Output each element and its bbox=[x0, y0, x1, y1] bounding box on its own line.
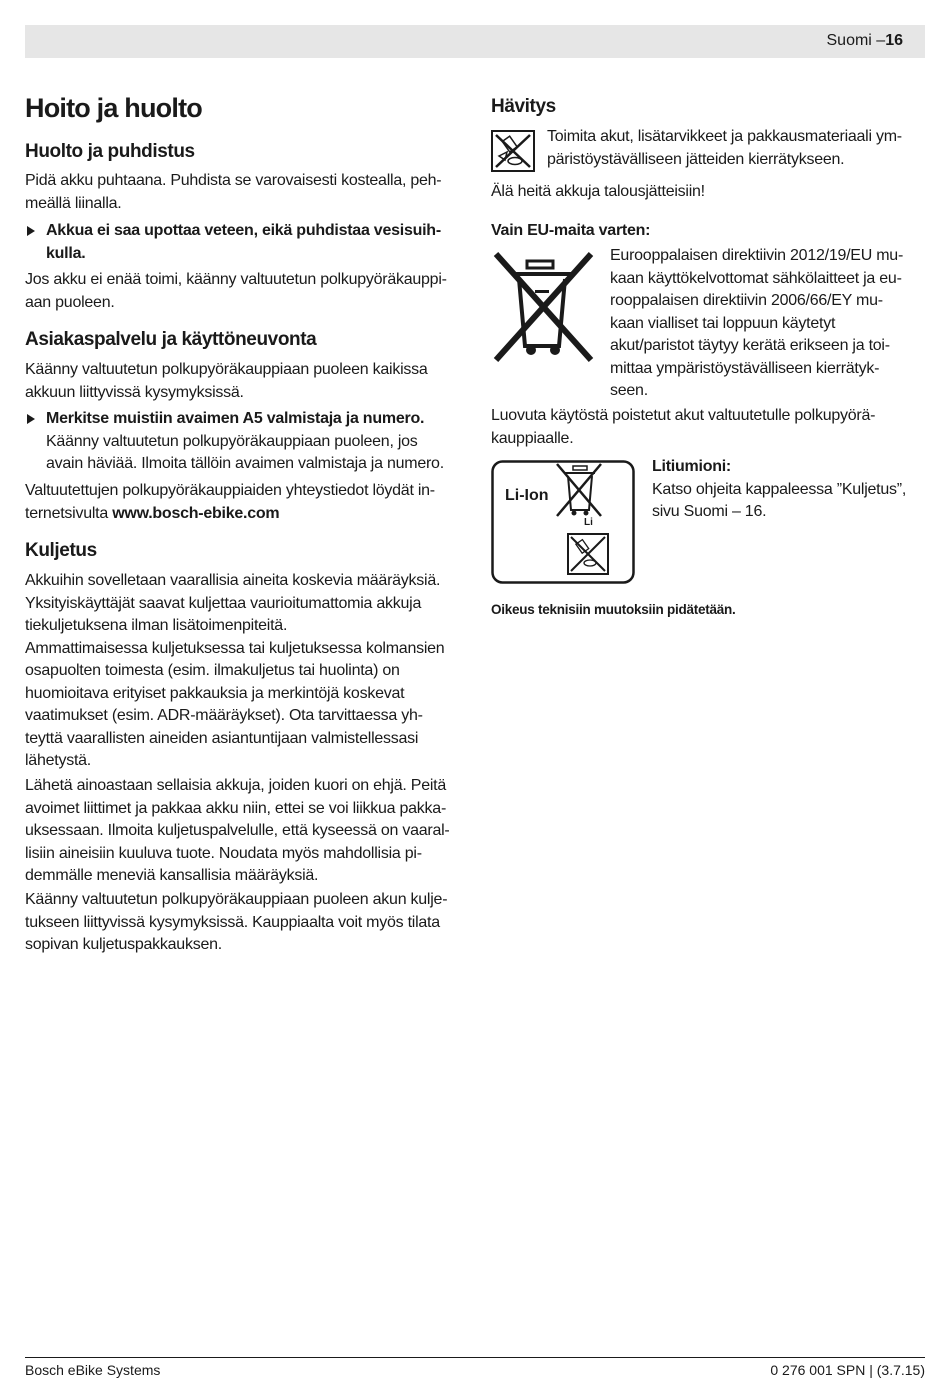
paragraph-customer bbox=[25, 359, 460, 404]
paragraph-eu-directive bbox=[610, 245, 925, 403]
paragraph-transport-b bbox=[25, 775, 460, 888]
paragraph-line: avoimet liittimet ja pakkaa akku niin, ettei se voi liikkua pakka- bbox=[25, 799, 447, 817]
paragraph-line: uksessaan. Ilmoita kuljetuspalvelulle, että kyseessä on vaaral- bbox=[25, 822, 450, 839]
paragraph-disposal bbox=[547, 126, 925, 171]
heading-eu-only bbox=[491, 220, 925, 243]
paragraph-line: Eurooppalaisen direktiivin 2012/19/EU mu- bbox=[610, 247, 904, 264]
bullet-line: avain häviää. Ilmoita tällöin avaimen valmistaja ja numero. bbox=[46, 455, 444, 472]
paragraph-line: Käänny valtuutetun polkupyöräkauppiaan puoleen kaikissa bbox=[25, 361, 428, 378]
paragraph-line: seen. bbox=[610, 382, 648, 399]
eu-heading-text: Vain EU-maita varten: bbox=[491, 222, 651, 239]
footer-divider bbox=[25, 1357, 925, 1358]
paragraph-line: lisiin aineisiin kuuluva tuote. Noudata myös mahdollisia pi- bbox=[25, 844, 422, 862]
paragraph-lithium bbox=[652, 456, 925, 524]
paragraph-line: tiekuljetuksena ilman lisätoimenpiteitä. bbox=[25, 617, 288, 634]
paragraph-line: Jos akku ei enää toimi, käänny valtuutetun polkupyöräkauppi- bbox=[25, 271, 447, 288]
bullet-line: kulla. bbox=[46, 244, 86, 262]
warning-bullet-water bbox=[25, 220, 460, 265]
paragraph-line: Älä heitä akkuja talousjätteisiin! bbox=[491, 183, 705, 200]
bullet-triangle-icon bbox=[27, 226, 35, 236]
paragraph-line: Lähetä ainoastaan sellaisia akkuja, joiden kuori on ehjä. Peitä bbox=[25, 777, 446, 794]
paragraph-line: huomioitava erityiset pakkauksia ja merkintöjä koskevat bbox=[25, 684, 405, 702]
paragraph-line: kauppiaalle. bbox=[491, 429, 574, 447]
paragraph-line: Valtuutettujen polkupyöräkauppiaiden yhteystiedot löydät in- bbox=[25, 482, 435, 499]
heading-kuljetus: Kuljetus bbox=[25, 540, 97, 561]
paragraph-line: Akkuihin sovelletaan vaarallisia aineita koskevia määräyksiä. bbox=[25, 572, 441, 589]
paragraph-transport-c bbox=[25, 889, 460, 957]
paragraph-care bbox=[25, 170, 460, 215]
paragraph-line: Ammattimaisessa kuljetuksessa tai kuljetuksessa kolmansien bbox=[25, 639, 445, 657]
rights-note bbox=[491, 599, 925, 622]
bullet-line: Käänny valtuutetun polkupyöräkauppiaan puoleen, jos bbox=[46, 432, 418, 450]
paragraph-line: Toimita akut, lisätarvikkeet ja pakkausmateriaali ym- bbox=[547, 128, 902, 145]
li-ion-recycle-icon bbox=[491, 460, 635, 584]
heading-huolto: Huolto ja puhdistus bbox=[25, 141, 195, 162]
paragraph-line: Pidä akku puhtaana. Puhdista se varovaisesti kostealla, peh- bbox=[25, 172, 442, 189]
paragraph-not-working bbox=[25, 269, 460, 314]
bullet-line: Merkitse muistiin avaimen A5 valmistaja ja numero. bbox=[46, 410, 425, 427]
paragraph-line: mittaa ympäristöystävälliseen kierrätyk- bbox=[610, 359, 880, 377]
link-lead-text: ternetsivulta bbox=[25, 504, 113, 522]
paragraph-transport-a bbox=[25, 570, 460, 773]
bullet-key-note bbox=[25, 408, 460, 476]
recycling-disposal-icon bbox=[491, 130, 535, 172]
paragraph-line: meällä liinalla. bbox=[25, 194, 122, 212]
header-page-number: 16 bbox=[885, 32, 903, 49]
crossed-bin-icon bbox=[491, 250, 597, 364]
paragraph-line: Katso ohjeita kappaleessa ”Kuljetus”, bbox=[652, 480, 907, 498]
paragraph-line: tukseen liittyvissä kysymyksissä. Kauppiaalta voit myös tilata bbox=[25, 913, 440, 931]
paragraph-contacts bbox=[25, 480, 460, 525]
paragraph-line: sivu Suomi – 16. bbox=[652, 503, 767, 520]
heading-havitys: Hävitys bbox=[491, 96, 556, 117]
rights-note-text: Oikeus teknisiin muutoksiin pidätetään. bbox=[491, 602, 736, 617]
li-label: Li bbox=[584, 517, 593, 528]
paragraph-line: aan puoleen. bbox=[25, 293, 115, 311]
paragraph-line: osapuolten toimesta (esim. ilmakuljetus tai huolinta) on bbox=[25, 662, 400, 679]
heading-asiakaspalvelu: Asiakaspalvelu ja käyttöneuvonta bbox=[25, 329, 317, 350]
paragraph-line: päristöystävälliseen jätteiden kierrätykseen. bbox=[547, 150, 845, 168]
paragraph-line: sopivan kuljetuspakkauksen. bbox=[25, 936, 222, 953]
footer-company: Bosch eBike Systems bbox=[25, 1362, 161, 1378]
paragraph-line: Käänny valtuutetun polkupyöräkauppiaan puoleen akun kulje- bbox=[25, 891, 448, 908]
paragraph-line: teyttä vaarallisten aineiden asiantuntijaan valmistellessasi bbox=[25, 729, 419, 747]
paragraph-line: akkuun liittyvissä kysymyksissä. bbox=[25, 383, 244, 401]
li-ion-label: Li-Ion bbox=[505, 487, 549, 504]
header-page-label bbox=[827, 32, 904, 50]
header-language: Suomi – bbox=[826, 32, 886, 49]
paragraph-line: rooppalaisen direktiivin 2006/66/EY mu- bbox=[610, 292, 883, 309]
paragraph-line bbox=[25, 503, 460, 526]
page-header bbox=[25, 25, 925, 58]
paragraph-line: kaan vialliset tai loppuun käytetyt bbox=[610, 314, 836, 332]
bullet-triangle-icon bbox=[27, 414, 35, 424]
paragraph-line: Yksityiskäyttäjät saavat kuljettaa vaurioitumattomia akkuja bbox=[25, 594, 422, 612]
lithium-heading: Litiumioni: bbox=[652, 458, 732, 475]
paragraph-line: akut/paristot täytyy kerätä erikseen ja toi- bbox=[610, 337, 890, 354]
paragraph-line: kaan käyttökelvottomat sähkölaitteet ja eu- bbox=[610, 269, 902, 287]
paragraph-line: Luovuta käytöstä poistetut akut valtuutetulle polkupyörä- bbox=[491, 407, 876, 424]
paragraph-no-household bbox=[491, 181, 925, 204]
paragraph-line: vaatimukset (esim. ADR-määräykset). Ota tarvittaessa yh- bbox=[25, 707, 423, 724]
paragraph-line: demmälle meneviä kansallisia määräyksiä. bbox=[25, 867, 319, 884]
page-title: Hoito ja huolto bbox=[25, 93, 202, 123]
paragraph-handover bbox=[491, 405, 925, 450]
bullet-line: Akkua ei saa upottaa veteen, eikä puhdistaa vesisuih- bbox=[46, 222, 441, 239]
paragraph-line: lähetystä. bbox=[25, 752, 91, 769]
website-link[interactable]: www.bosch-ebike.com bbox=[112, 504, 280, 522]
footer-doc-number: 0 276 001 SPN | (3.7.15) bbox=[770, 1362, 925, 1378]
